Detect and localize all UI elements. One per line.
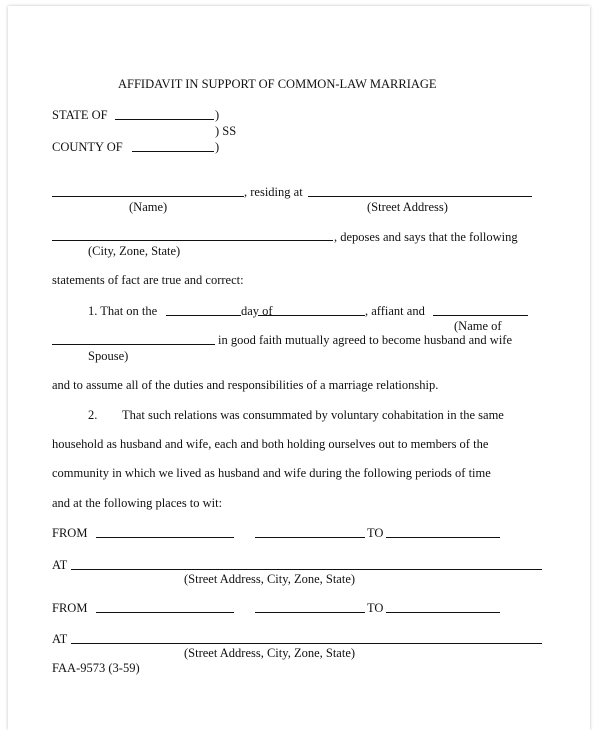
from-label-2: FROM	[52, 601, 88, 615]
p2-line-2: household as husband and wife, each and both holding ourselves out to members of the	[52, 437, 489, 451]
name-caption: (Name)	[129, 200, 168, 214]
name-blank[interactable]	[52, 196, 244, 197]
form-number: FAA-9573 (3-59)	[52, 661, 140, 675]
p1-day-of-text: day of	[241, 304, 273, 318]
ss-label: ) SS	[215, 124, 237, 138]
to-date-blank-2[interactable]	[386, 612, 500, 613]
p1-duties-text: and to assume all of the duties and responsibilities of a marriage relationship.	[52, 378, 439, 392]
p1-good-faith-text: in good faith mutually agreed to become husband and wife	[218, 333, 513, 347]
address-blank-1[interactable]	[71, 569, 542, 570]
deposes-text: , deposes and says that the following	[334, 230, 518, 244]
from-date-extra-blank-2[interactable]	[255, 612, 365, 613]
address-blank-2[interactable]	[71, 643, 542, 644]
at-label-2: AT	[52, 632, 68, 646]
p1-affiant-text: , affiant and	[365, 304, 425, 318]
city-zone-state-blank[interactable]	[52, 240, 333, 241]
document-page	[8, 6, 590, 730]
to-label-2: TO	[367, 601, 384, 615]
day-blank[interactable]	[166, 315, 241, 316]
street-address-caption: (Street Address)	[367, 200, 448, 214]
p2-number: 2.	[88, 408, 98, 422]
county-blank[interactable]	[132, 151, 214, 152]
p1-that-on-text: 1. That on the	[88, 304, 158, 318]
state-blank[interactable]	[115, 119, 214, 120]
statements-text: statements of fact are true and correct:	[52, 273, 244, 287]
county-of-label: COUNTY OF	[52, 140, 123, 154]
address-caption-1: (Street Address, City, Zone, State)	[184, 572, 356, 586]
state-paren: )	[215, 108, 220, 122]
document-title: AFFIDAVIT IN SUPPORT OF COMMON-LAW MARRIAGE	[118, 77, 437, 91]
residing-at-label: , residing at	[244, 185, 303, 199]
city-zone-state-caption: (City, Zone, State)	[88, 244, 181, 258]
from-date-extra-blank-1[interactable]	[255, 537, 365, 538]
from-date-blank-2[interactable]	[96, 612, 234, 613]
street-address-blank[interactable]	[308, 196, 532, 197]
to-label-1: TO	[367, 526, 384, 540]
spouse-name-blank[interactable]	[433, 315, 528, 316]
address-caption-2: (Street Address, City, Zone, State)	[184, 646, 356, 660]
to-date-blank-1[interactable]	[386, 537, 500, 538]
p2-line-3: community in which we lived as husband and wife during the following periods of time	[52, 466, 491, 480]
month-year-blank[interactable]	[258, 315, 365, 316]
p2-line-1: That such relations was consummated by voluntary cohabitation in the same	[122, 408, 504, 422]
from-label-1: FROM	[52, 526, 88, 540]
county-paren: )	[215, 140, 220, 154]
p1-spouse-caption: Spouse)	[88, 349, 129, 363]
from-date-blank-1[interactable]	[96, 537, 234, 538]
at-label-1: AT	[52, 558, 68, 572]
state-of-label: STATE OF	[52, 108, 108, 122]
spouse-name-blank-2[interactable]	[52, 344, 215, 345]
p1-name-of-caption: (Name of	[454, 319, 502, 333]
p2-line-4: and at the following places to wit:	[52, 496, 223, 510]
